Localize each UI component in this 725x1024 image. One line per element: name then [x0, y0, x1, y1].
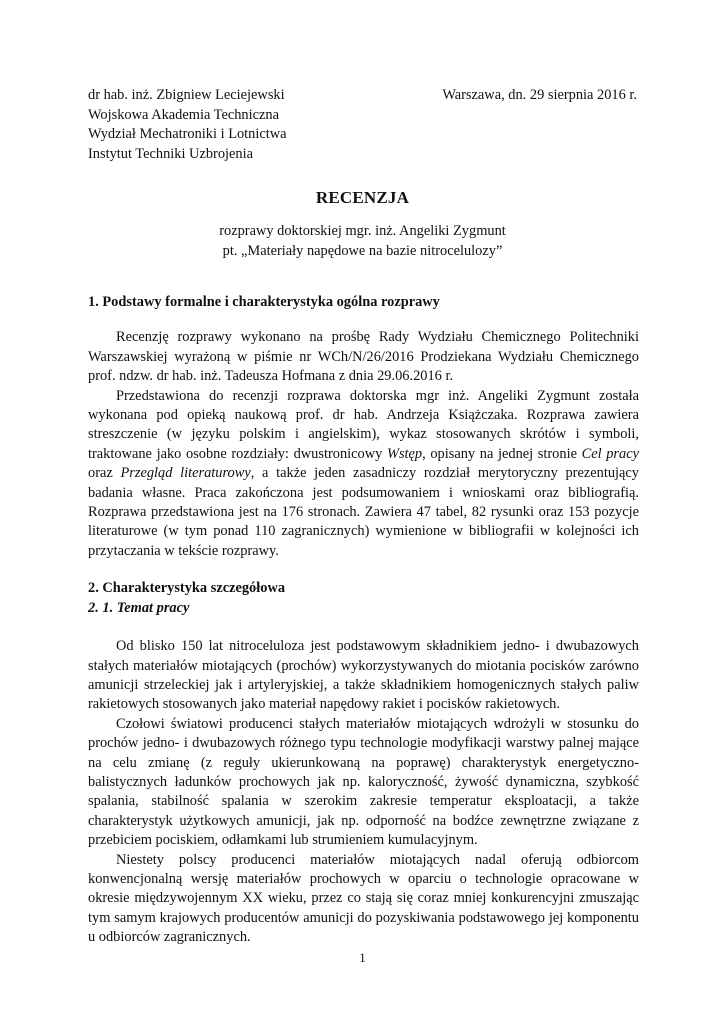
- italic-title-przeglad: Przegląd literaturowy: [120, 465, 251, 482]
- text-run: , a także jeden zasadniczy rozdział merytoryczny prezentujący badania własne. Praca zakończona jest podsumowaniem i wnioskami oraz bibliografią. Rozprawa przedstawiona jest na 176 stronach. Zawiera 47 tabel, 82 rysunki oraz 153 pozycje literaturowe (w tym ponad 110 zagranicznych) wymienione w bibliografii w kolejności ich przytaczania w tekście rozprawy.: [88, 465, 639, 559]
- italic-title-cel-pracy: Cel pracy: [581, 445, 639, 462]
- section-2-paragraph-3: Niestety polscy producenci materiałów miotających nadal oferują odbiorcom konwencjonalną wersję materiałów prochowych w oparciu o technologie opracowane w okresie międzywojennym XX wieku, przez co stają się coraz mniej konkurencyjni zmuszając tym samym krajowych producentów amunicji do pozyskiwania podstawowego jej komponentu u odbiorców zagranicznych.: [88, 851, 639, 946]
- section-2-paragraph-2: Czołowi światowi producenci stałych materiałów miotających wdrożyli w stosunku do prochów jedno- i dwubazowych różnego typu technologie modyfikacji warstwy palnej mające na celu zmianę (z reguły ukierunkowaną na poprawę) charakterystyk energetyczno-balistycznych ładunków prochowych jak np. kaloryczność, żywość dynamiczna, szybkość spalania, stabilność spalania w szerokim zakresie temperatur eksploatacji, a także charakterystyk użytkowych amunicji, jak np. odporność na bodźce zewnętrzne związane z przebiciem pociskiem, odłamkami lub strumieniem kumulacyjnym.: [88, 715, 639, 849]
- place-date: Warszawa, dn. 29 sierpnia 2016 r.: [442, 87, 637, 103]
- author-name: dr hab. inż. Zbigniew Leciejewski: [88, 87, 285, 103]
- section-2-1-heading: 2. 1. Temat pracy: [88, 599, 190, 616]
- document-body: [88, 293, 639, 948]
- section-1-heading: 1. Podstawy formalne i charakterystyka ogólna rozprawy: [88, 294, 440, 310]
- author-university: Wojskowa Akademia Techniczna: [88, 106, 279, 123]
- author-institute: Instytut Techniki Uzbrojenia: [88, 145, 253, 162]
- page-number: 1: [359, 950, 366, 965]
- document-subtitle: [0, 222, 725, 261]
- subtitle-line-1: rozprawy doktorskiej mgr. inż. Angeliki Zygmunt: [219, 223, 506, 239]
- text-run: , opisany na jednej stronie: [422, 445, 582, 462]
- italic-title-wstep: Wstęp: [386, 445, 423, 462]
- author-block: [88, 86, 287, 164]
- author-faculty: Wydział Mechatroniki i Lotnictwa: [88, 126, 287, 142]
- text-run: oraz: [88, 465, 121, 482]
- document-title: RECENZJA: [315, 188, 410, 207]
- text-run: Przedstawiona do recenzji rozprawa doktorska mgr inż. Angeliki Zygmunt została wykonana pod opieką naukową prof. dr hab. Andrzeja Książczaka. Rozprawa zawiera streszczenie (w języku polskim i angielskim), wykaz stosowanych skrótów i symboli, traktowane jako osobne rozdziały: dwustronicowy: [88, 387, 639, 462]
- section-2-paragraph-1: Od blisko 150 lat nitroceluloza jest podstawowym składnikiem jedno- i dwubazowych stałych materiałów miotających (prochów) wykorzystywanych do miotania pocisków zarówno amunicji strzeleckiej jak i artyleryjskiej, a także składnikiem homogenicznych stałych paliw rakietowych stosowanych jako materiał napędowy rakiet i pocisków rakietowych.: [88, 638, 639, 713]
- section-1-paragraph-1: Recenzję rozprawy wykonano na prośbę Rady Wydziału Chemicznego Politechniki Warszawskiej wyrażoną w piśmie nr WCh/N/26/2016 Prodziekana Wydziału Chemicznego prof. ndzw. dr hab. inż. Tadeusza Hofmana z dnia 29.06.2016 r.: [88, 329, 639, 385]
- section-1-paragraph-2: [88, 387, 639, 562]
- section-2-heading: 2. Charakterystyka szczegółowa: [88, 580, 286, 597]
- subtitle-line-2: pt. „Materiały napędowe na bazie nitrocelulozy”: [222, 242, 503, 259]
